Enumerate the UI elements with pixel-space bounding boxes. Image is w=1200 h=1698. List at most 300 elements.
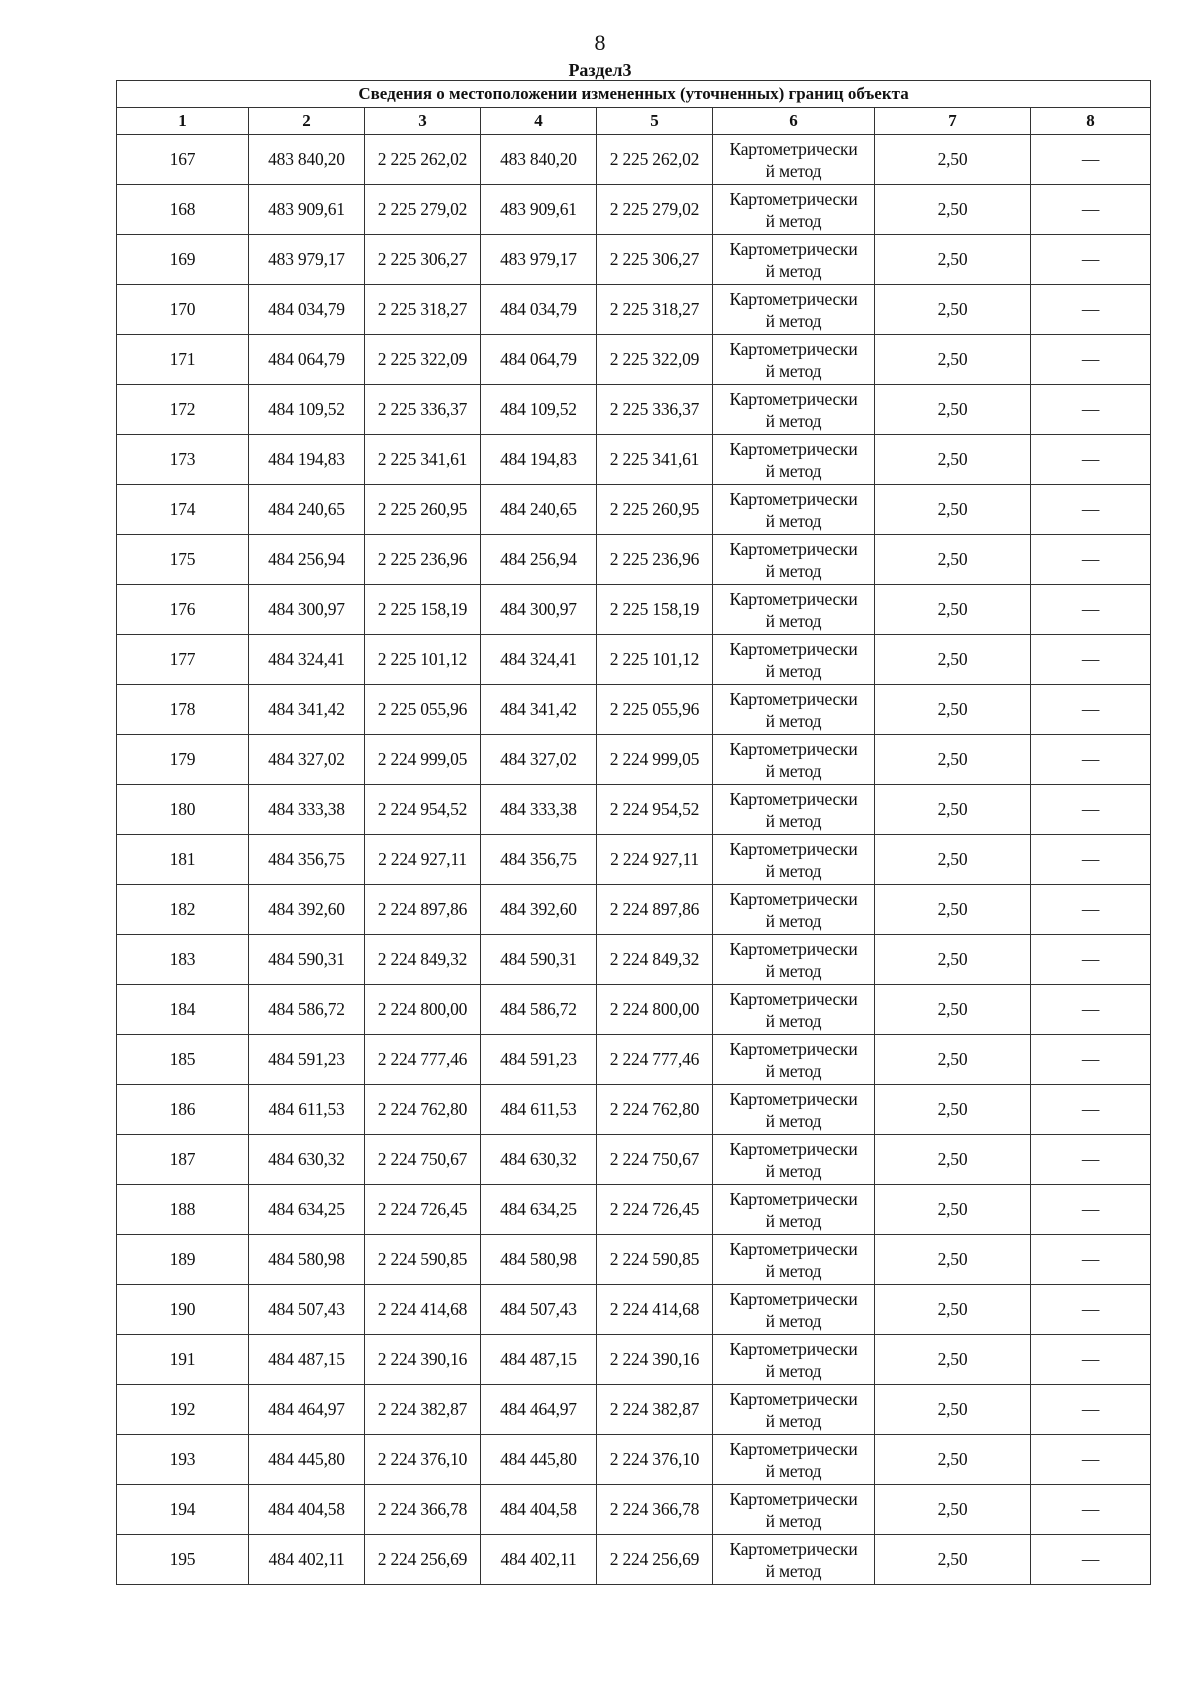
accuracy-cell: 2,50 — [875, 535, 1031, 585]
accuracy-cell: 2,50 — [875, 1435, 1031, 1485]
note-cell: — — [1031, 1135, 1151, 1185]
new-x-cell: 484 327,02 — [481, 735, 597, 785]
note-cell: — — [1031, 135, 1151, 185]
new-x-cell: 484 240,65 — [481, 485, 597, 535]
note-cell: — — [1031, 435, 1151, 485]
method-line-1: Картометрически — [729, 1038, 858, 1059]
existing-x-cell: 484 591,23 — [249, 1035, 365, 1085]
table-row — [117, 1335, 1151, 1385]
table-row — [117, 985, 1151, 1035]
table-row — [117, 1535, 1151, 1585]
new-y-cell: 2 224 382,87 — [597, 1385, 713, 1435]
new-x-cell: 484 194,83 — [481, 435, 597, 485]
new-y-cell: 2 224 762,80 — [597, 1085, 713, 1135]
note-cell: — — [1031, 535, 1151, 585]
method-line-1: Картометрически — [729, 438, 858, 459]
point-number-cell: 192 — [117, 1385, 249, 1435]
method-cell — [713, 985, 875, 1035]
existing-y-cell: 2 224 750,67 — [365, 1135, 481, 1185]
existing-y-cell: 2 224 382,87 — [365, 1385, 481, 1435]
accuracy-cell: 2,50 — [875, 1085, 1031, 1135]
existing-y-cell: 2 225 306,27 — [365, 235, 481, 285]
existing-y-cell: 2 225 236,96 — [365, 535, 481, 585]
new-x-cell: 484 392,60 — [481, 885, 597, 935]
method-cell — [713, 185, 875, 235]
method-cell — [713, 1335, 875, 1385]
existing-y-cell: 2 225 279,02 — [365, 185, 481, 235]
method-cell — [713, 285, 875, 335]
point-number-cell: 177 — [117, 635, 249, 685]
new-x-cell: 484 591,23 — [481, 1035, 597, 1085]
existing-x-cell: 484 630,32 — [249, 1135, 365, 1185]
method-line-2: й метод — [765, 210, 822, 231]
method-line-2: й метод — [765, 260, 822, 281]
note-cell: — — [1031, 1335, 1151, 1385]
point-number-cell: 191 — [117, 1335, 249, 1385]
existing-y-cell: 2 224 999,05 — [365, 735, 481, 785]
point-number-cell: 187 — [117, 1135, 249, 1185]
table-row — [117, 1035, 1151, 1085]
existing-y-cell: 2 225 322,09 — [365, 335, 481, 385]
method-cell — [713, 335, 875, 385]
note-cell: — — [1031, 785, 1151, 835]
new-y-cell: 2 225 101,12 — [597, 635, 713, 685]
point-number-cell: 175 — [117, 535, 249, 585]
accuracy-cell: 2,50 — [875, 285, 1031, 335]
accuracy-cell: 2,50 — [875, 985, 1031, 1035]
note-cell: — — [1031, 1535, 1151, 1585]
accuracy-cell: 2,50 — [875, 685, 1031, 735]
method-cell — [713, 235, 875, 285]
new-x-cell: 484 630,32 — [481, 1135, 597, 1185]
method-line-2: й метод — [765, 410, 822, 431]
existing-y-cell: 2 224 256,69 — [365, 1535, 481, 1585]
method-line-1: Картометрически — [729, 638, 858, 659]
column-header-row — [117, 108, 1151, 135]
method-cell — [713, 935, 875, 985]
accuracy-cell: 2,50 — [875, 835, 1031, 885]
new-x-cell: 484 487,15 — [481, 1335, 597, 1385]
accuracy-cell: 2,50 — [875, 635, 1031, 685]
method-line-2: й метод — [765, 1310, 822, 1331]
new-y-cell: 2 224 999,05 — [597, 735, 713, 785]
method-line-1: Картометрически — [729, 138, 858, 159]
existing-x-cell: 484 341,42 — [249, 685, 365, 735]
method-cell — [713, 1435, 875, 1485]
table-row — [117, 835, 1151, 885]
new-y-cell: 2 224 777,46 — [597, 1035, 713, 1085]
method-line-2: й метод — [765, 460, 822, 481]
existing-y-cell: 2 224 414,68 — [365, 1285, 481, 1335]
method-cell — [713, 635, 875, 685]
existing-y-cell: 2 224 849,32 — [365, 935, 481, 985]
method-line-2: й метод — [765, 560, 822, 581]
table-row — [117, 235, 1151, 285]
method-line-2: й метод — [765, 1060, 822, 1081]
point-number-cell: 186 — [117, 1085, 249, 1135]
page-number: 8 — [594, 30, 606, 55]
point-number-cell: 194 — [117, 1485, 249, 1535]
existing-y-cell: 2 224 762,80 — [365, 1085, 481, 1135]
method-line-2: й метод — [765, 910, 822, 931]
note-cell: — — [1031, 985, 1151, 1035]
note-cell: — — [1031, 685, 1151, 735]
point-number-cell: 172 — [117, 385, 249, 435]
new-x-cell: 483 979,17 — [481, 235, 597, 285]
method-line-2: й метод — [765, 1110, 822, 1131]
new-x-cell: 484 341,42 — [481, 685, 597, 735]
new-x-cell: 484 109,52 — [481, 385, 597, 435]
table-row — [117, 385, 1151, 435]
point-number-cell: 188 — [117, 1185, 249, 1235]
method-cell — [713, 835, 875, 885]
table-row — [117, 1285, 1151, 1335]
new-y-cell: 2 224 954,52 — [597, 785, 713, 835]
new-y-cell: 2 225 260,95 — [597, 485, 713, 535]
method-cell — [713, 1035, 875, 1085]
new-x-cell: 484 586,72 — [481, 985, 597, 1035]
point-number-cell: 193 — [117, 1435, 249, 1485]
existing-x-cell: 484 034,79 — [249, 285, 365, 335]
note-cell: — — [1031, 635, 1151, 685]
accuracy-cell: 2,50 — [875, 1185, 1031, 1235]
note-cell: — — [1031, 185, 1151, 235]
table-row — [117, 1135, 1151, 1185]
method-line-2: й метод — [765, 1460, 822, 1481]
new-y-cell: 2 224 897,86 — [597, 885, 713, 935]
accuracy-cell: 2,50 — [875, 485, 1031, 535]
existing-x-cell: 484 109,52 — [249, 385, 365, 435]
method-line-1: Картометрически — [729, 1288, 858, 1309]
boundary-coordinates-table — [116, 80, 1151, 1585]
new-x-cell: 483 909,61 — [481, 185, 597, 235]
column-header: 2 — [249, 108, 365, 135]
existing-y-cell: 2 224 366,78 — [365, 1485, 481, 1535]
method-cell — [713, 1485, 875, 1535]
method-cell — [713, 1285, 875, 1335]
note-cell: — — [1031, 585, 1151, 635]
method-line-1: Картометрически — [729, 588, 858, 609]
table-row — [117, 285, 1151, 335]
column-header: 7 — [875, 108, 1031, 135]
accuracy-cell: 2,50 — [875, 1335, 1031, 1385]
table-row — [117, 435, 1151, 485]
existing-y-cell: 2 224 777,46 — [365, 1035, 481, 1085]
method-line-1: Картометрически — [729, 1238, 858, 1259]
method-line-1: Картометрически — [729, 388, 858, 409]
method-cell — [713, 735, 875, 785]
note-cell: — — [1031, 735, 1151, 785]
new-y-cell: 2 224 390,16 — [597, 1335, 713, 1385]
existing-x-cell: 484 445,80 — [249, 1435, 365, 1485]
method-cell — [713, 885, 875, 935]
point-number-cell: 168 — [117, 185, 249, 235]
method-line-1: Картометрически — [729, 1538, 858, 1559]
method-line-1: Картометрически — [729, 538, 858, 559]
method-line-1: Картометрически — [729, 1488, 858, 1509]
method-cell — [713, 1235, 875, 1285]
table-row — [117, 935, 1151, 985]
existing-y-cell: 2 224 927,11 — [365, 835, 481, 885]
existing-x-cell: 483 979,17 — [249, 235, 365, 285]
method-line-2: й метод — [765, 1560, 822, 1581]
note-cell: — — [1031, 1085, 1151, 1135]
method-line-2: й метод — [765, 1410, 822, 1431]
existing-x-cell: 484 356,75 — [249, 835, 365, 885]
method-line-2: й метод — [765, 510, 822, 531]
table-body — [117, 135, 1151, 1585]
point-number-cell: 169 — [117, 235, 249, 285]
method-cell — [713, 385, 875, 435]
accuracy-cell: 2,50 — [875, 385, 1031, 435]
note-cell: — — [1031, 1035, 1151, 1085]
table-row — [117, 485, 1151, 535]
table-row — [117, 535, 1151, 585]
method-line-1: Картометрически — [729, 988, 858, 1009]
new-x-cell: 484 611,53 — [481, 1085, 597, 1135]
existing-y-cell: 2 225 318,27 — [365, 285, 481, 335]
method-cell — [713, 1535, 875, 1585]
existing-x-cell: 484 487,15 — [249, 1335, 365, 1385]
existing-x-cell: 484 634,25 — [249, 1185, 365, 1235]
column-header: 6 — [713, 108, 875, 135]
existing-x-cell: 484 464,97 — [249, 1385, 365, 1435]
new-x-cell: 484 402,11 — [481, 1535, 597, 1585]
table-row — [117, 685, 1151, 735]
point-number-cell: 176 — [117, 585, 249, 635]
table-row — [117, 1485, 1151, 1535]
point-number-cell: 170 — [117, 285, 249, 335]
method-line-1: Картометрически — [729, 488, 858, 509]
method-line-1: Картометрически — [729, 938, 858, 959]
new-x-cell: 484 034,79 — [481, 285, 597, 335]
new-y-cell: 2 225 318,27 — [597, 285, 713, 335]
new-y-cell: 2 225 306,27 — [597, 235, 713, 285]
table-row — [117, 635, 1151, 685]
accuracy-cell: 2,50 — [875, 1135, 1031, 1185]
accuracy-cell: 2,50 — [875, 585, 1031, 635]
new-x-cell: 484 507,43 — [481, 1285, 597, 1335]
method-cell — [713, 1185, 875, 1235]
new-x-cell: 484 404,58 — [481, 1485, 597, 1535]
note-cell: — — [1031, 835, 1151, 885]
method-cell — [713, 685, 875, 735]
note-cell: — — [1031, 335, 1151, 385]
new-x-cell: 484 634,25 — [481, 1185, 597, 1235]
table-row — [117, 185, 1151, 235]
new-x-cell: 484 300,97 — [481, 585, 597, 635]
table-row — [117, 885, 1151, 935]
new-y-cell: 2 224 800,00 — [597, 985, 713, 1035]
existing-x-cell: 483 840,20 — [249, 135, 365, 185]
method-cell — [713, 135, 875, 185]
existing-x-cell: 484 256,94 — [249, 535, 365, 585]
point-number-cell: 180 — [117, 785, 249, 835]
section-title: Раздел3 — [568, 60, 632, 80]
new-x-cell: 484 333,38 — [481, 785, 597, 835]
existing-x-cell: 484 064,79 — [249, 335, 365, 385]
point-number-cell: 184 — [117, 985, 249, 1035]
new-y-cell: 2 224 414,68 — [597, 1285, 713, 1335]
existing-x-cell: 484 392,60 — [249, 885, 365, 935]
new-y-cell: 2 224 590,85 — [597, 1235, 713, 1285]
existing-x-cell: 484 327,02 — [249, 735, 365, 785]
method-cell — [713, 1085, 875, 1135]
method-cell — [713, 1135, 875, 1185]
note-cell: — — [1031, 1435, 1151, 1485]
existing-y-cell: 2 225 055,96 — [365, 685, 481, 735]
method-line-1: Картометрически — [729, 338, 858, 359]
table-row — [117, 585, 1151, 635]
existing-x-cell: 484 611,53 — [249, 1085, 365, 1135]
existing-y-cell: 2 225 158,19 — [365, 585, 481, 635]
note-cell: — — [1031, 1235, 1151, 1285]
accuracy-cell: 2,50 — [875, 885, 1031, 935]
table-row — [117, 1085, 1151, 1135]
method-line-2: й метод — [765, 1210, 822, 1231]
accuracy-cell: 2,50 — [875, 435, 1031, 485]
existing-x-cell: 484 194,83 — [249, 435, 365, 485]
point-number-cell: 179 — [117, 735, 249, 785]
table-row — [117, 1185, 1151, 1235]
method-line-1: Картометрически — [729, 888, 858, 909]
new-y-cell: 2 225 322,09 — [597, 335, 713, 385]
new-y-cell: 2 225 262,02 — [597, 135, 713, 185]
new-x-cell: 484 464,97 — [481, 1385, 597, 1435]
method-cell — [713, 1385, 875, 1435]
method-line-2: й метод — [765, 310, 822, 331]
method-line-1: Картометрически — [729, 1188, 858, 1209]
new-x-cell: 484 256,94 — [481, 535, 597, 585]
new-x-cell: 484 356,75 — [481, 835, 597, 885]
method-line-2: й метод — [765, 860, 822, 881]
note-cell: — — [1031, 235, 1151, 285]
note-cell: — — [1031, 485, 1151, 535]
existing-x-cell: 484 404,58 — [249, 1485, 365, 1535]
method-line-1: Картометрически — [729, 1338, 858, 1359]
existing-x-cell: 484 240,65 — [249, 485, 365, 535]
method-line-1: Картометрически — [729, 188, 858, 209]
new-x-cell: 483 840,20 — [481, 135, 597, 185]
new-x-cell: 484 580,98 — [481, 1235, 597, 1285]
column-header: 5 — [597, 108, 713, 135]
column-header: 3 — [365, 108, 481, 135]
new-x-cell: 484 064,79 — [481, 335, 597, 385]
method-line-1: Картометрически — [729, 238, 858, 259]
table-row — [117, 735, 1151, 785]
method-line-2: й метод — [765, 710, 822, 731]
method-line-1: Картометрически — [729, 738, 858, 759]
new-y-cell: 2 224 376,10 — [597, 1435, 713, 1485]
new-y-cell: 2 224 927,11 — [597, 835, 713, 885]
existing-y-cell: 2 224 390,16 — [365, 1335, 481, 1385]
method-line-1: Картометрически — [729, 1388, 858, 1409]
method-line-2: й метод — [765, 1260, 822, 1281]
method-line-1: Картометрически — [729, 288, 858, 309]
method-line-2: й метод — [765, 1010, 822, 1031]
accuracy-cell: 2,50 — [875, 785, 1031, 835]
new-y-cell: 2 225 158,19 — [597, 585, 713, 635]
accuracy-cell: 2,50 — [875, 185, 1031, 235]
point-number-cell: 173 — [117, 435, 249, 485]
existing-x-cell: 484 402,11 — [249, 1535, 365, 1585]
method-line-2: й метод — [765, 1160, 822, 1181]
existing-x-cell: 484 586,72 — [249, 985, 365, 1035]
existing-y-cell: 2 224 376,10 — [365, 1435, 481, 1485]
new-y-cell: 2 225 055,96 — [597, 685, 713, 735]
method-line-1: Картометрически — [729, 1138, 858, 1159]
accuracy-cell: 2,50 — [875, 1535, 1031, 1585]
existing-x-cell: 484 580,98 — [249, 1235, 365, 1285]
accuracy-cell: 2,50 — [875, 935, 1031, 985]
method-line-1: Картометрически — [729, 688, 858, 709]
new-x-cell: 484 590,31 — [481, 935, 597, 985]
point-number-cell: 178 — [117, 685, 249, 735]
new-y-cell: 2 224 366,78 — [597, 1485, 713, 1535]
new-y-cell: 2 225 336,37 — [597, 385, 713, 435]
note-cell: — — [1031, 285, 1151, 335]
existing-y-cell: 2 224 590,85 — [365, 1235, 481, 1285]
accuracy-cell: 2,50 — [875, 1385, 1031, 1435]
existing-x-cell: 484 300,97 — [249, 585, 365, 635]
note-cell: — — [1031, 1285, 1151, 1335]
method-line-2: й метод — [765, 360, 822, 381]
table-row — [117, 1435, 1151, 1485]
existing-x-cell: 484 590,31 — [249, 935, 365, 985]
method-line-2: й метод — [765, 760, 822, 781]
table-row — [117, 1235, 1151, 1285]
method-line-2: й метод — [765, 1510, 822, 1531]
accuracy-cell: 2,50 — [875, 1285, 1031, 1335]
method-line-2: й метод — [765, 610, 822, 631]
existing-x-cell: 484 507,43 — [249, 1285, 365, 1335]
point-number-cell: 185 — [117, 1035, 249, 1085]
accuracy-cell: 2,50 — [875, 335, 1031, 385]
new-y-cell: 2 225 279,02 — [597, 185, 713, 235]
table-caption: Сведения о местоположении измененных (уточненных) границ объекта — [117, 81, 1151, 108]
note-cell: — — [1031, 885, 1151, 935]
note-cell: — — [1031, 1485, 1151, 1535]
accuracy-cell: 2,50 — [875, 1485, 1031, 1535]
method-cell — [713, 485, 875, 535]
existing-x-cell: 484 324,41 — [249, 635, 365, 685]
accuracy-cell: 2,50 — [875, 735, 1031, 785]
method-line-1: Картометрически — [729, 1088, 858, 1109]
existing-y-cell: 2 224 800,00 — [365, 985, 481, 1035]
method-cell — [713, 785, 875, 835]
existing-y-cell: 2 225 341,61 — [365, 435, 481, 485]
accuracy-cell: 2,50 — [875, 135, 1031, 185]
method-line-2: й метод — [765, 960, 822, 981]
new-y-cell: 2 224 256,69 — [597, 1535, 713, 1585]
note-cell: — — [1031, 935, 1151, 985]
method-cell — [713, 435, 875, 485]
existing-y-cell: 2 224 726,45 — [365, 1185, 481, 1235]
existing-y-cell: 2 225 101,12 — [365, 635, 481, 685]
method-cell — [713, 585, 875, 635]
method-line-2: й метод — [765, 160, 822, 181]
table-row — [117, 1385, 1151, 1435]
point-number-cell: 195 — [117, 1535, 249, 1585]
point-number-cell: 174 — [117, 485, 249, 535]
new-x-cell: 484 445,80 — [481, 1435, 597, 1485]
method-line-1: Картометрически — [729, 1438, 858, 1459]
new-y-cell: 2 225 236,96 — [597, 535, 713, 585]
existing-x-cell: 483 909,61 — [249, 185, 365, 235]
point-number-cell: 182 — [117, 885, 249, 935]
point-number-cell: 171 — [117, 335, 249, 385]
method-line-1: Картометрически — [729, 788, 858, 809]
